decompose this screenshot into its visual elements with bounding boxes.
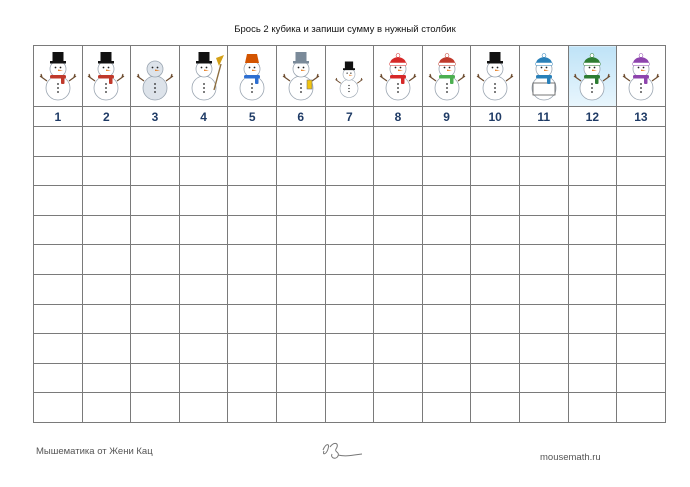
answer-cell[interactable] [82, 127, 131, 157]
answer-cell[interactable] [131, 127, 180, 157]
column-number: 11 [519, 107, 568, 127]
answer-row [34, 215, 666, 245]
answer-cell[interactable] [422, 186, 471, 216]
answer-row [34, 245, 666, 275]
answer-row [34, 393, 666, 423]
answer-cell[interactable] [179, 304, 228, 334]
answer-cell[interactable] [471, 127, 520, 157]
answer-cell[interactable] [568, 186, 617, 216]
answer-cell[interactable] [422, 245, 471, 275]
answer-cell[interactable] [374, 393, 423, 423]
column-number: 5 [228, 107, 277, 127]
snowman-purple-icon [617, 50, 665, 102]
answer-cell[interactable] [179, 393, 228, 423]
answer-cell[interactable] [422, 156, 471, 186]
snowman-cell [276, 46, 325, 107]
answer-cell[interactable] [471, 393, 520, 423]
snowman-plain-icon [131, 50, 179, 102]
answer-cell[interactable] [374, 156, 423, 186]
answer-cell[interactable] [617, 304, 666, 334]
answer-cell[interactable] [325, 215, 374, 245]
answer-cell[interactable] [179, 156, 228, 186]
answer-cell[interactable] [568, 215, 617, 245]
answer-cell[interactable] [276, 393, 325, 423]
answer-cell[interactable] [519, 156, 568, 186]
answer-cell[interactable] [82, 393, 131, 423]
answer-cell[interactable] [374, 334, 423, 364]
answer-cell[interactable] [422, 127, 471, 157]
answer-cell[interactable] [617, 393, 666, 423]
footer-site: mousemath.ru [540, 452, 601, 463]
answer-cell[interactable] [228, 215, 277, 245]
snowman-cell [325, 46, 374, 107]
answer-cell[interactable] [519, 363, 568, 393]
column-number: 13 [617, 107, 666, 127]
answer-cell[interactable] [617, 334, 666, 364]
answer-cell[interactable] [179, 274, 228, 304]
answer-cell[interactable] [617, 186, 666, 216]
answer-cell[interactable] [276, 186, 325, 216]
answer-cell[interactable] [34, 304, 83, 334]
answer-cell[interactable] [617, 274, 666, 304]
snowman-cell [228, 46, 277, 107]
column-number: 7 [325, 107, 374, 127]
snowman-cell [519, 46, 568, 107]
answer-cell[interactable] [471, 245, 520, 275]
snowman-blue-hat-sign-icon [520, 50, 568, 102]
answer-cell[interactable] [617, 156, 666, 186]
answer-cell[interactable] [325, 304, 374, 334]
snowman-glass-icon [277, 50, 325, 102]
answer-row [34, 186, 666, 216]
answer-cell[interactable] [179, 334, 228, 364]
answer-cell[interactable] [374, 127, 423, 157]
answer-cell[interactable] [617, 363, 666, 393]
answer-cell[interactable] [471, 274, 520, 304]
answer-cell[interactable] [568, 363, 617, 393]
answer-cell[interactable] [325, 393, 374, 423]
column-number: 1 [34, 107, 83, 127]
answer-cell[interactable] [374, 245, 423, 275]
answer-cell[interactable] [519, 215, 568, 245]
answer-cell[interactable] [228, 245, 277, 275]
signature-icon [318, 437, 364, 463]
answer-cell[interactable] [519, 274, 568, 304]
answer-cell[interactable] [82, 245, 131, 275]
answer-cell[interactable] [34, 186, 83, 216]
snowman-bucket-hat-icon [228, 50, 276, 102]
answer-row [34, 156, 666, 186]
column-number: 3 [131, 107, 180, 127]
answer-cell[interactable] [34, 156, 83, 186]
answer-row [34, 334, 666, 364]
answer-cell[interactable] [228, 334, 277, 364]
answer-cell[interactable] [471, 363, 520, 393]
answer-cell[interactable] [276, 156, 325, 186]
answer-cell[interactable] [325, 274, 374, 304]
answer-cell[interactable] [422, 393, 471, 423]
answer-cell[interactable] [276, 334, 325, 364]
answer-cell[interactable] [617, 215, 666, 245]
column-number: 9 [422, 107, 471, 127]
answer-cell[interactable] [568, 334, 617, 364]
answer-cell[interactable] [228, 186, 277, 216]
answer-cell[interactable] [228, 304, 277, 334]
answer-cell[interactable] [179, 245, 228, 275]
snowman-cell [374, 46, 423, 107]
answer-cell[interactable] [325, 127, 374, 157]
answer-cell[interactable] [34, 334, 83, 364]
snowman-cell [179, 46, 228, 107]
answer-cell[interactable] [131, 304, 180, 334]
column-number: 8 [374, 107, 423, 127]
answer-cell[interactable] [325, 363, 374, 393]
answer-row [34, 363, 666, 393]
answer-row [34, 274, 666, 304]
answer-cell[interactable] [82, 363, 131, 393]
answer-cell[interactable] [374, 274, 423, 304]
column-number: 2 [82, 107, 131, 127]
answer-cell[interactable] [519, 127, 568, 157]
answer-cell[interactable] [82, 186, 131, 216]
snowman-black-hat-icon [471, 50, 519, 102]
column-number: 4 [179, 107, 228, 127]
answer-cell[interactable] [228, 127, 277, 157]
snowman-top-hat-icon [34, 50, 82, 102]
answer-cell[interactable] [519, 334, 568, 364]
answer-cell[interactable] [471, 186, 520, 216]
snowman-small-icon [326, 50, 374, 102]
answer-cell[interactable] [568, 393, 617, 423]
answer-cell[interactable] [568, 304, 617, 334]
answer-cell[interactable] [471, 304, 520, 334]
answer-cell[interactable] [34, 393, 83, 423]
answer-cell[interactable] [82, 304, 131, 334]
answer-cell[interactable] [131, 363, 180, 393]
answer-cell[interactable] [131, 245, 180, 275]
answer-cell[interactable] [179, 186, 228, 216]
answer-cell[interactable] [519, 393, 568, 423]
answer-cell[interactable] [422, 274, 471, 304]
answer-cell[interactable] [471, 156, 520, 186]
snowman-red-hat-icon [374, 50, 422, 102]
answer-cell[interactable] [617, 245, 666, 275]
answer-cell[interactable] [422, 334, 471, 364]
answer-cell[interactable] [374, 363, 423, 393]
answer-cell[interactable] [179, 127, 228, 157]
answer-row [34, 127, 666, 157]
snowman-cell [617, 46, 666, 107]
snowman-broom-icon [180, 50, 228, 102]
snowman-cell [471, 46, 520, 107]
answer-cell[interactable] [374, 186, 423, 216]
answer-cell[interactable] [34, 245, 83, 275]
answer-cell[interactable] [568, 127, 617, 157]
answer-cell[interactable] [82, 334, 131, 364]
answer-cell[interactable] [228, 393, 277, 423]
answer-cell[interactable] [276, 363, 325, 393]
answer-cell[interactable] [422, 363, 471, 393]
answer-cell[interactable] [276, 215, 325, 245]
answer-cell[interactable] [131, 334, 180, 364]
answer-cell[interactable] [568, 156, 617, 186]
answer-cell[interactable] [131, 186, 180, 216]
snowman-cell [422, 46, 471, 107]
answer-cell[interactable] [82, 215, 131, 245]
snowman-green-cap-icon [569, 50, 617, 102]
answer-cell[interactable] [276, 274, 325, 304]
column-number: 6 [276, 107, 325, 127]
snowman-cell [34, 46, 83, 107]
answer-cell[interactable] [82, 274, 131, 304]
answer-cell[interactable] [131, 215, 180, 245]
answer-cell[interactable] [617, 127, 666, 157]
answer-cell[interactable] [422, 215, 471, 245]
answer-cell[interactable] [34, 215, 83, 245]
page-title: Брось 2 кубика и запиши сумму в нужный столбик [234, 24, 456, 35]
answer-cell[interactable] [374, 304, 423, 334]
answer-cell[interactable] [325, 186, 374, 216]
answer-cell[interactable] [422, 304, 471, 334]
answer-cell[interactable] [276, 304, 325, 334]
answer-cell[interactable] [568, 245, 617, 275]
answer-cell[interactable] [568, 274, 617, 304]
answer-cell[interactable] [228, 274, 277, 304]
answer-cell[interactable] [276, 127, 325, 157]
answer-cell[interactable] [471, 334, 520, 364]
snowman-cell [131, 46, 180, 107]
snowman-cell [568, 46, 617, 107]
snowman-cell [82, 46, 131, 107]
answer-cell[interactable] [34, 127, 83, 157]
answer-cell[interactable] [179, 363, 228, 393]
answer-cell[interactable] [519, 245, 568, 275]
answer-cell[interactable] [228, 156, 277, 186]
column-number: 10 [471, 107, 520, 127]
answer-cell[interactable] [82, 156, 131, 186]
number-row [34, 107, 666, 127]
answer-cell[interactable] [471, 215, 520, 245]
snowman-row [34, 46, 666, 107]
answer-cell[interactable] [325, 334, 374, 364]
answer-cell[interactable] [519, 304, 568, 334]
answer-cell[interactable] [34, 363, 83, 393]
sum-table [33, 45, 666, 423]
snowman-top-hat-icon [83, 50, 131, 102]
answer-row [34, 304, 666, 334]
answer-cell[interactable] [276, 245, 325, 275]
snowman-green-hat-icon [423, 50, 471, 102]
answer-cell[interactable] [131, 156, 180, 186]
answer-cell[interactable] [131, 274, 180, 304]
answer-cell[interactable] [228, 363, 277, 393]
answer-cell[interactable] [34, 274, 83, 304]
footer-author: Мышематика от Жени Кац [36, 446, 153, 457]
column-number: 12 [568, 107, 617, 127]
answer-cell[interactable] [374, 215, 423, 245]
answer-cell[interactable] [519, 186, 568, 216]
answer-cell[interactable] [325, 245, 374, 275]
answer-cell[interactable] [179, 215, 228, 245]
answer-cell[interactable] [131, 393, 180, 423]
answer-cell[interactable] [325, 156, 374, 186]
